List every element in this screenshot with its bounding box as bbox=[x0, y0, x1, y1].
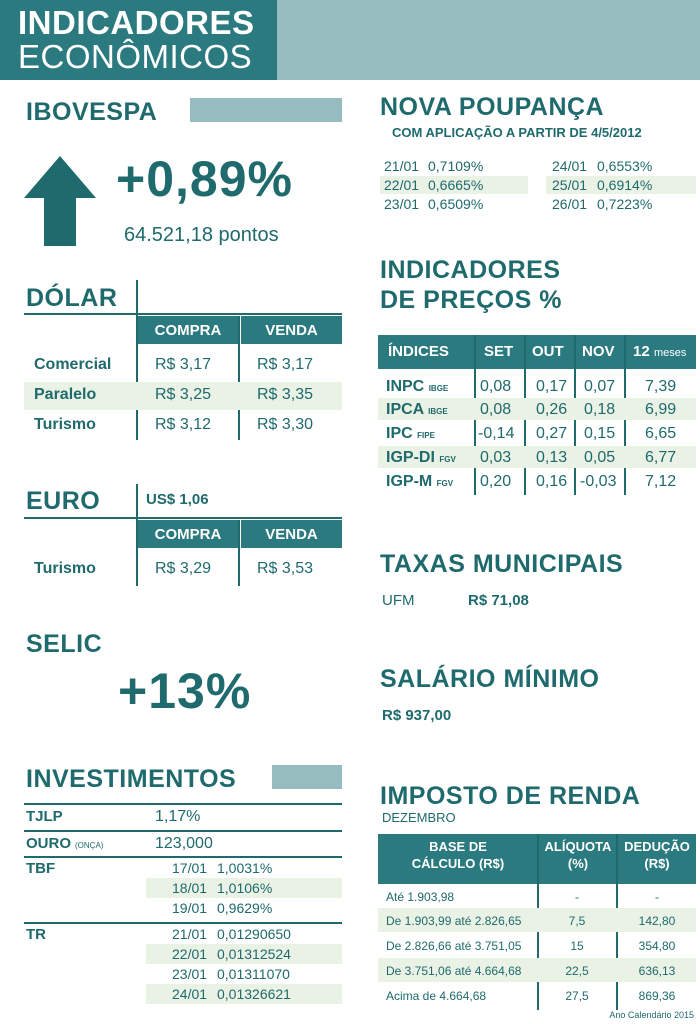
precos-out: 0,16 bbox=[536, 473, 568, 490]
precos-row-name bbox=[386, 449, 456, 467]
ir-h-aliq bbox=[538, 838, 618, 872]
precos-src: IBGE bbox=[428, 384, 449, 393]
tr-date: 21/01 bbox=[172, 926, 208, 942]
precos-out: 0,13 bbox=[536, 449, 568, 466]
poupanca-title: NOVA POUPANÇA bbox=[380, 93, 605, 121]
selic-title: SELIC bbox=[26, 630, 103, 658]
tr-date: 23/01 bbox=[172, 966, 208, 982]
dolar-row-label: Turismo bbox=[34, 416, 96, 433]
euro-row-buy: R$ 3,29 bbox=[155, 560, 212, 577]
euro-col-venda: VENDA bbox=[241, 520, 342, 548]
tjlp-label: TJLP bbox=[26, 808, 63, 825]
precos-src: IBGE bbox=[428, 407, 448, 416]
precos-nov: 0,05 bbox=[584, 449, 616, 466]
precos-src: FGV bbox=[439, 455, 456, 464]
tr-value: 0,01290650 bbox=[217, 926, 291, 942]
dolar-col-compra: COMPRA bbox=[138, 316, 238, 344]
poupanca-value: 0,6553% bbox=[597, 158, 653, 174]
poupanca-date: 23/01 bbox=[384, 196, 420, 212]
ouro-value: 123,000 bbox=[155, 835, 213, 852]
ir-base: Até 1.903,98 bbox=[386, 890, 455, 904]
ir-h-ded bbox=[618, 838, 696, 872]
investimentos-title: INVESTIMENTOS bbox=[26, 765, 237, 793]
ir-base: De 3.751,06 até 4.664,68 bbox=[386, 964, 522, 978]
tr-label: TR bbox=[26, 926, 46, 943]
ir-aliq: - bbox=[575, 890, 579, 904]
header-title-line2: ECONÔMICOS bbox=[18, 38, 253, 75]
ir-ded: 869,36 bbox=[638, 989, 676, 1003]
tr-value: 0,01326621 bbox=[217, 986, 291, 1002]
precos-set: -0,14 bbox=[478, 425, 515, 442]
ir-h-aliq-line1: ALÍQUOTA bbox=[544, 839, 612, 854]
precos-set: 0,08 bbox=[480, 401, 512, 418]
arrow-up-icon bbox=[24, 156, 96, 246]
ir-h-base-line2: CÁLCULO (R$) bbox=[411, 856, 505, 871]
precos-12m: 6,99 bbox=[645, 401, 677, 418]
tbf-date: 18/01 bbox=[172, 880, 208, 896]
salario-title: SALÁRIO MÍNIMO bbox=[380, 665, 600, 693]
ir-ded: 636,13 bbox=[638, 964, 676, 978]
tr-value: 0,01311070 bbox=[217, 966, 290, 982]
ir-subtitle: DEZEMBRO bbox=[382, 810, 456, 825]
precos-nov: -0,03 bbox=[580, 473, 617, 490]
precos-h-out: OUT bbox=[532, 343, 564, 360]
dolar-row-sell: R$ 3,17 bbox=[257, 356, 314, 373]
euro-row-sell: R$ 3,53 bbox=[257, 560, 314, 577]
poupanca-date: 26/01 bbox=[552, 196, 588, 212]
ir-aliq: 22,5 bbox=[565, 964, 589, 978]
precos-name: IPCA bbox=[386, 401, 424, 418]
selic-value: +13% bbox=[118, 663, 252, 719]
taxas-value: R$ 71,08 bbox=[468, 592, 529, 609]
euro-divider-horizontal bbox=[24, 517, 342, 519]
ouro-unit: (ONÇA) bbox=[75, 841, 104, 850]
euro-row-label: Turismo bbox=[34, 560, 96, 577]
precos-row-name bbox=[386, 425, 435, 443]
precos-nov: 0,15 bbox=[584, 425, 616, 442]
precos-set: 0,20 bbox=[480, 473, 512, 490]
tbf-value: 0,9629% bbox=[217, 900, 273, 916]
ir-base: De 2.826,66 até 3.751,05 bbox=[386, 939, 522, 953]
dolar-divider-vertical bbox=[136, 280, 138, 440]
precos-nov: 0,07 bbox=[584, 378, 616, 395]
ir-footnote: Ano Calendário 2015 bbox=[609, 1010, 694, 1020]
precos-12m: 7,39 bbox=[645, 378, 677, 395]
ir-aliq: 15 bbox=[570, 939, 584, 953]
dolar-row-sell: R$ 3,35 bbox=[257, 386, 314, 403]
precos-name: IGP-M bbox=[386, 473, 433, 490]
ir-aliq: 7,5 bbox=[568, 914, 586, 928]
precos-12m: 6,65 bbox=[645, 425, 677, 442]
dolar-title: DÓLAR bbox=[26, 284, 118, 312]
ir-aliq: 27,5 bbox=[565, 989, 589, 1003]
ibovespa-title-bar bbox=[190, 98, 342, 122]
precos-title-line1: INDICADORES bbox=[380, 256, 561, 284]
tr-date: 22/01 bbox=[172, 946, 208, 962]
dolar-divider-horizontal bbox=[24, 313, 342, 315]
ir-h-base-line1: BASE DE bbox=[429, 839, 487, 854]
precos-h-nov: NOV bbox=[582, 343, 615, 360]
poupanca-value: 0,6509% bbox=[428, 196, 484, 212]
inv-divider bbox=[24, 856, 342, 858]
ouro-label: OURO bbox=[26, 835, 71, 852]
dolar-row-sell: R$ 3,30 bbox=[257, 416, 314, 433]
precos-title-line2: DE PREÇOS % bbox=[380, 286, 562, 314]
poupanca-value: 0,7109% bbox=[428, 158, 484, 174]
poupanca-date: 25/01 bbox=[552, 177, 588, 193]
precos-h-indices: ÍNDICES bbox=[388, 343, 449, 360]
euro-usd: US$ 1,06 bbox=[146, 491, 209, 508]
precos-row-name bbox=[386, 473, 453, 491]
precos-name: IGP-DI bbox=[386, 449, 435, 466]
tbf-date: 17/01 bbox=[172, 860, 208, 876]
dolar-row-buy: R$ 3,17 bbox=[155, 356, 212, 373]
precos-set: 0,03 bbox=[480, 449, 512, 466]
tbf-date: 19/01 bbox=[172, 900, 208, 916]
tbf-value: 1,0031% bbox=[217, 860, 273, 876]
euro-col-compra: COMPRA bbox=[138, 520, 238, 548]
poupanca-value: 0,6665% bbox=[428, 177, 484, 193]
precos-src: FIPE bbox=[417, 431, 435, 440]
poupanca-date: 21/01 bbox=[384, 158, 420, 174]
ibovespa-points: 64.521,18 pontos bbox=[124, 224, 279, 246]
header-title-line1: INDICADORES bbox=[18, 4, 255, 41]
investimentos-title-bar bbox=[272, 765, 342, 789]
poupanca-date: 24/01 bbox=[552, 158, 588, 174]
taxas-title: TAXAS MUNICIPAIS bbox=[380, 550, 624, 578]
precos-h-set: SET bbox=[484, 343, 514, 360]
precos-name: INPC bbox=[386, 378, 425, 395]
precos-h-meses: meses bbox=[654, 347, 687, 359]
inv-divider bbox=[24, 922, 342, 924]
ir-h-base bbox=[380, 838, 536, 872]
poupanca-subtitle: COM APLICAÇÃO A PARTIR DE 4/5/2012 bbox=[392, 125, 642, 140]
dolar-row-label: Paralelo bbox=[34, 386, 97, 403]
dolar-row-buy: R$ 3,12 bbox=[155, 416, 212, 433]
precos-out: 0,27 bbox=[536, 425, 568, 442]
euro-col-separator bbox=[238, 520, 240, 586]
tjlp-value: 1,17% bbox=[155, 808, 201, 825]
poupanca-value: 0,6914% bbox=[597, 177, 653, 193]
inv-divider bbox=[24, 803, 342, 805]
poupanca-value: 0,7223% bbox=[597, 196, 653, 212]
taxas-label: UFM bbox=[382, 592, 415, 609]
ir-ded: 142,80 bbox=[638, 914, 676, 928]
precos-nov: 0,18 bbox=[584, 401, 616, 418]
precos-set: 0,08 bbox=[480, 378, 512, 395]
ir-h-ded-line1: DEDUÇÃO bbox=[624, 839, 690, 854]
precos-name: IPC bbox=[386, 425, 413, 442]
dolar-row-label: Comercial bbox=[34, 356, 112, 373]
ir-h-aliq-line2: (%) bbox=[567, 856, 589, 871]
dolar-row-buy: R$ 3,25 bbox=[155, 386, 212, 403]
tbf-value: 1,0106% bbox=[217, 880, 273, 896]
ir-base: Acima de 4.664,68 bbox=[386, 989, 487, 1003]
poupanca-date: 22/01 bbox=[384, 177, 420, 193]
tr-date: 24/01 bbox=[172, 986, 208, 1002]
inv-divider bbox=[24, 830, 342, 832]
precos-12m: 7,12 bbox=[645, 473, 677, 490]
dolar-col-separator bbox=[238, 316, 240, 440]
ir-title: IMPOSTO DE RENDA bbox=[380, 782, 641, 810]
precos-h-12: 12 bbox=[633, 343, 650, 360]
ir-base: De 1.903,99 até 2.826,65 bbox=[386, 914, 522, 928]
tbf-label: TBF bbox=[26, 860, 56, 877]
precos-12m: 6,77 bbox=[645, 449, 677, 466]
salario-value: R$ 937,00 bbox=[382, 707, 452, 724]
ir-h-ded-line2: (R$) bbox=[644, 856, 670, 871]
precos-out: 0,26 bbox=[536, 401, 568, 418]
ibovespa-title: IBOVESPA bbox=[26, 98, 158, 126]
dolar-col-venda: VENDA bbox=[241, 316, 342, 344]
ibovespa-change: +0,89% bbox=[116, 151, 293, 207]
ir-ded: - bbox=[655, 890, 659, 904]
precos-row-name bbox=[386, 401, 448, 419]
precos-row-name bbox=[386, 378, 448, 396]
tr-value: 0,01312524 bbox=[217, 946, 291, 962]
precos-src: FGV bbox=[436, 479, 454, 488]
euro-title: EURO bbox=[26, 487, 101, 515]
ir-ded: 354,80 bbox=[638, 939, 676, 953]
precos-out: 0,17 bbox=[536, 378, 568, 395]
